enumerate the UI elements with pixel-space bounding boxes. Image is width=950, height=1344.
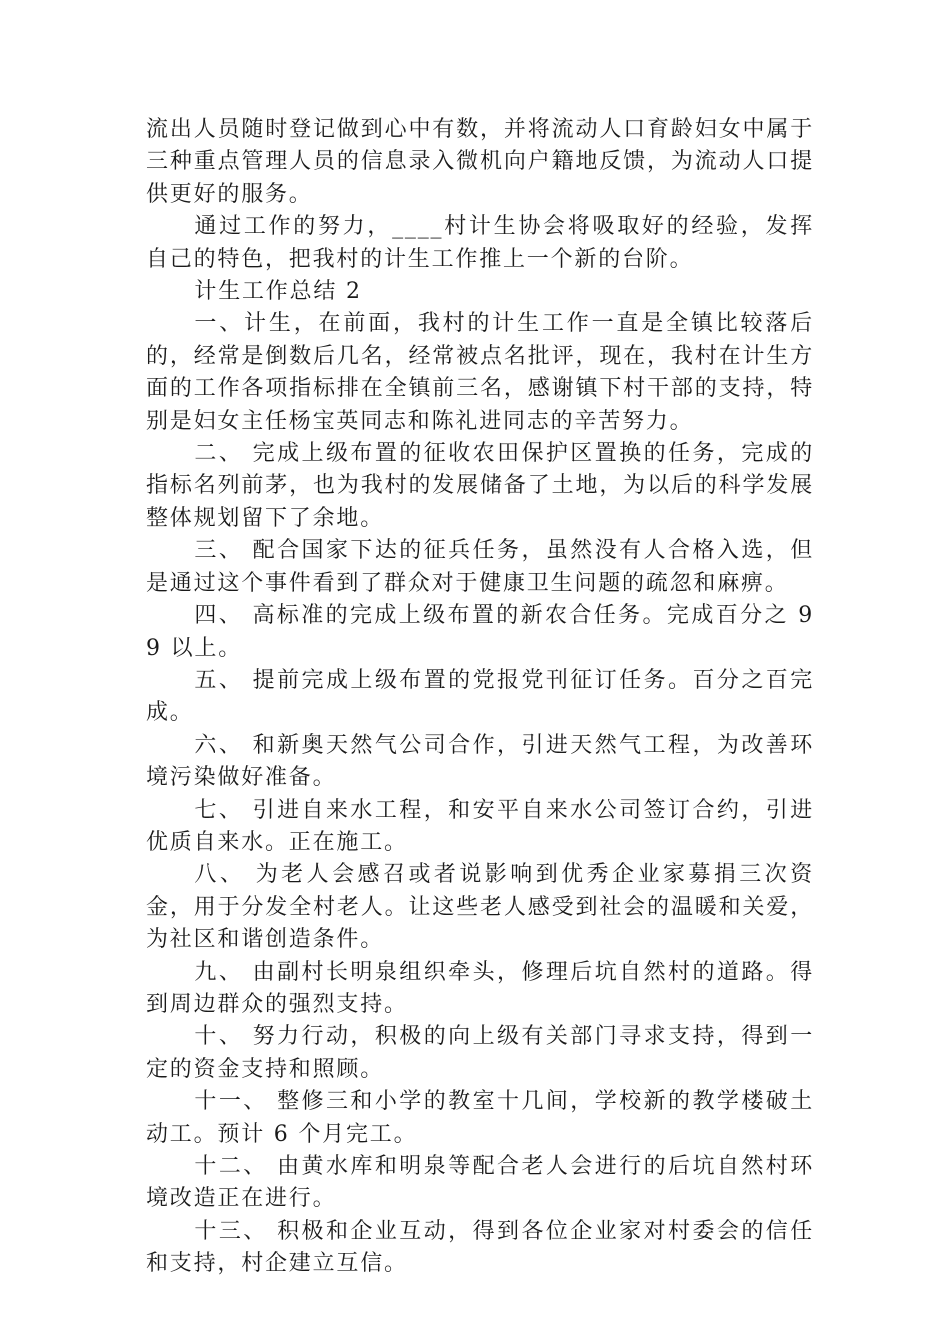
paragraph-item-12: 十二、 由黄水库和明泉等配合老人会进行的后坑自然村环境改造正在进行。 bbox=[146, 1154, 814, 1212]
paragraph-item-5: 五、 提前完成上级布置的党报党刊征订任务。百分之百完成。 bbox=[146, 667, 814, 726]
paragraph-item-9: 九、 由副村长明泉组织牵头，修理后坑自然村的道路。得到周边群众的强烈支持。 bbox=[146, 959, 814, 1017]
paragraph-continuation: 流出人员随时登记做到心中有数，并将流动人口育龄妇女中属于三种重点管理人员的信息录入微机向户籍地反馈，为流动人口提供更好的服务。 bbox=[146, 117, 814, 207]
paragraph-item-6: 六、 和新奥天然气公司合作，引进天然气工程，为改善环境污染做好准备。 bbox=[146, 732, 814, 791]
paragraph-item-2: 二、 完成上级布置的征收农田保护区置换的任务，完成的指标名列前茅，也为我村的发展储备了土地，为以后的科学发展整体规划留下了余地。 bbox=[146, 441, 814, 531]
paragraph-item-3: 三、 配合国家下达的征兵任务，虽然没有人合格入选，但是通过这个事件看到了群众对于健康卫生问题的疏忽和麻痹。 bbox=[146, 538, 814, 596]
document-body bbox=[146, 114, 814, 1281]
paragraph-item-1: 一、计生，在前面，我村的计生工作一直是全镇比较落后的，经常是倒数后几名，经常被点名批评，现在，我村在计生方面的工作各项指标排在全镇前三名，感谢镇下村干部的支持，特别是妇女主任杨宝英同志和陈礼进同志的辛苦努力。 bbox=[146, 311, 814, 434]
paragraph-item-10: 十、 努力行动，积极的向上级有关部门寻求支持，得到一定的资金支持和照顾。 bbox=[146, 1024, 814, 1082]
section-heading: 计生工作总结 2 bbox=[194, 279, 362, 305]
paragraph-item-7: 七、 引进自来水工程，和安平自来水公司签订合约，引进优质自来水。正在施工。 bbox=[146, 797, 814, 855]
paragraph-item-13: 十三、 积极和企业互动，得到各位企业家对村委会的信任和支持，村企建立互信。 bbox=[146, 1218, 814, 1277]
paragraph-item-11: 十一、 整修三和小学的教室十几间，学校新的教学楼破土动工。预计 6 个月完工。 bbox=[146, 1089, 814, 1147]
paragraph-item-4: 四、 高标准的完成上级布置的新农合任务。完成百分之 99 以上。 bbox=[146, 603, 814, 661]
paragraph-conclusion: 通过工作的努力，____村计生协会将吸取好的经验，发挥自己的特色，把我村的计生工作推上一个新的台阶。 bbox=[146, 214, 814, 272]
paragraph-item-8: 八、 为老人会感召或者说影响到优秀企业家募捐三次资金，用于分发全村老人。让这些老人感受到社会的温暖和关爱，为社区和谐创造条件。 bbox=[146, 862, 814, 953]
